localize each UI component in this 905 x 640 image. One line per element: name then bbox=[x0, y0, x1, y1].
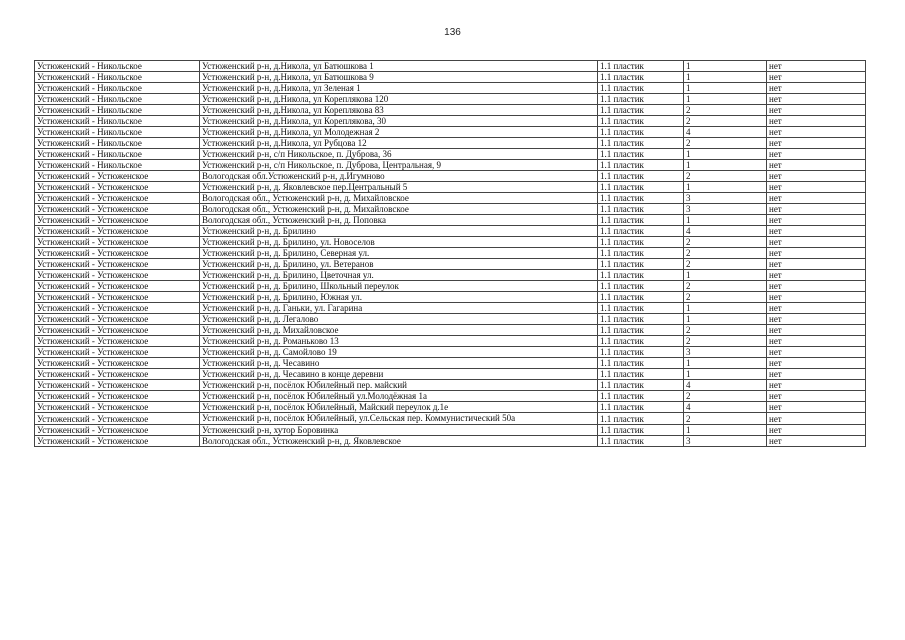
address-cell: Вологодская обл.Устюженский р-н, д.Игумново bbox=[200, 171, 598, 182]
type-cell: 1.1 пластик bbox=[598, 94, 684, 105]
count-cell: 1 bbox=[684, 72, 767, 83]
table-row bbox=[35, 138, 866, 149]
table-row bbox=[35, 94, 866, 105]
count-cell: 1 bbox=[684, 425, 767, 436]
flag-cell: нет bbox=[767, 94, 866, 105]
flag-cell: нет bbox=[767, 358, 866, 369]
type-cell: 1.1 пластик bbox=[598, 171, 684, 182]
count-cell: 4 bbox=[684, 127, 767, 138]
district-cell: Устюженский - Устюженское bbox=[35, 193, 200, 204]
type-cell: 1.1 пластик bbox=[598, 160, 684, 171]
flag-cell: нет bbox=[767, 182, 866, 193]
district-cell: Устюженский - Никольское bbox=[35, 83, 200, 94]
address-cell: Устюженский р-н, д.Никола, ул Кореплякова 83 bbox=[200, 105, 598, 116]
flag-cell: нет bbox=[767, 105, 866, 116]
district-cell: Устюженский - Устюженское bbox=[35, 425, 200, 436]
count-cell: 2 bbox=[684, 116, 767, 127]
type-cell: 1.1 пластик bbox=[598, 149, 684, 160]
type-cell: 1.1 пластик bbox=[598, 380, 684, 391]
district-cell: Устюженский - Устюженское bbox=[35, 314, 200, 325]
flag-cell: нет bbox=[767, 171, 866, 182]
flag-cell: нет bbox=[767, 72, 866, 83]
table-row bbox=[35, 72, 866, 83]
type-cell: 1.1 пластик bbox=[598, 237, 684, 248]
address-cell: Устюженский р-н, с/п Никольское, п. Дуброва, Центральная, 9 bbox=[200, 160, 598, 171]
table-row bbox=[35, 314, 866, 325]
address-cell: Устюженский р-н, д. Брилино, Цветочная ул. bbox=[200, 270, 598, 281]
table-row bbox=[35, 402, 866, 413]
count-cell: 2 bbox=[684, 237, 767, 248]
type-cell: 1.1 пластик bbox=[598, 358, 684, 369]
type-cell: 1.1 пластик bbox=[598, 402, 684, 413]
type-cell: 1.1 пластик bbox=[598, 336, 684, 347]
district-cell: Устюженский - Устюженское bbox=[35, 182, 200, 193]
count-cell: 2 bbox=[684, 171, 767, 182]
flag-cell: нет bbox=[767, 402, 866, 413]
table-row bbox=[35, 425, 866, 436]
district-cell: Устюженский - Устюженское bbox=[35, 270, 200, 281]
flag-cell: нет bbox=[767, 347, 866, 358]
count-cell: 4 bbox=[684, 226, 767, 237]
flag-cell: нет bbox=[767, 248, 866, 259]
district-cell: Устюженский - Устюженское bbox=[35, 215, 200, 226]
district-cell: Устюженский - Никольское bbox=[35, 127, 200, 138]
flag-cell: нет bbox=[767, 138, 866, 149]
type-cell: 1.1 пластик bbox=[598, 182, 684, 193]
flag-cell: нет bbox=[767, 380, 866, 391]
table-row bbox=[35, 116, 866, 127]
type-cell: 1.1 пластик bbox=[598, 215, 684, 226]
table-row bbox=[35, 149, 866, 160]
district-cell: Устюженский - Устюженское bbox=[35, 413, 200, 425]
count-cell: 1 bbox=[684, 314, 767, 325]
count-cell: 2 bbox=[684, 105, 767, 116]
address-cell: Устюженский р-н, с/п Никольское, п. Дуброва, 36 bbox=[200, 149, 598, 160]
address-cell: Устюженский р-н, д. Легалово bbox=[200, 314, 598, 325]
table-row bbox=[35, 369, 866, 380]
type-cell: 1.1 пластик bbox=[598, 292, 684, 303]
type-cell: 1.1 пластик bbox=[598, 259, 684, 270]
count-cell: 3 bbox=[684, 204, 767, 215]
flag-cell: нет bbox=[767, 391, 866, 402]
address-cell: Устюженский р-н, д.Никола, ул Зеленая 1 bbox=[200, 83, 598, 94]
flag-cell: нет bbox=[767, 160, 866, 171]
address-cell: Вологодская обл., Устюженский р-н, д. Яковлевское bbox=[200, 436, 598, 447]
type-cell: 1.1 пластик bbox=[598, 413, 684, 425]
count-cell: 2 bbox=[684, 248, 767, 259]
address-cell: Устюженский р-н, д.Никола, ул Кореплякова 120 bbox=[200, 94, 598, 105]
address-cell: Устюженский р-н, д. Романьково 13 bbox=[200, 336, 598, 347]
type-cell: 1.1 пластик bbox=[598, 204, 684, 215]
type-cell: 1.1 пластик bbox=[598, 61, 684, 72]
address-cell: Устюженский р-н, д. Ганьки, ул. Гагарина bbox=[200, 303, 598, 314]
district-cell: Устюженский - Устюженское bbox=[35, 369, 200, 380]
table-row bbox=[35, 281, 866, 292]
count-cell: 1 bbox=[684, 270, 767, 281]
type-cell: 1.1 пластик bbox=[598, 303, 684, 314]
address-cell: Устюженский р-н, д. Брилино bbox=[200, 226, 598, 237]
table-row bbox=[35, 347, 866, 358]
address-cell: Устюженский р-н, д. Чесавино в конце деревни bbox=[200, 369, 598, 380]
type-cell: 1.1 пластик bbox=[598, 425, 684, 436]
table-row bbox=[35, 226, 866, 237]
table-row bbox=[35, 336, 866, 347]
type-cell: 1.1 пластик bbox=[598, 127, 684, 138]
address-cell: Устюженский р-н, посёлок Юбилейный, Майский переулок д.1е bbox=[200, 402, 598, 413]
flag-cell: нет bbox=[767, 281, 866, 292]
type-cell: 1.1 пластик bbox=[598, 193, 684, 204]
count-cell: 3 bbox=[684, 436, 767, 447]
table-row bbox=[35, 413, 866, 425]
type-cell: 1.1 пластик bbox=[598, 270, 684, 281]
table-row bbox=[35, 193, 866, 204]
district-cell: Устюженский - Устюженское bbox=[35, 391, 200, 402]
district-cell: Устюженский - Никольское bbox=[35, 160, 200, 171]
count-cell: 2 bbox=[684, 336, 767, 347]
address-cell: Устюженский р-н, д. Брилино, Школьный переулок bbox=[200, 281, 598, 292]
address-cell: Устюженский р-н, д. Брилино, Северная ул. bbox=[200, 248, 598, 259]
type-cell: 1.1 пластик bbox=[598, 325, 684, 336]
count-cell: 4 bbox=[684, 402, 767, 413]
flag-cell: нет bbox=[767, 314, 866, 325]
table-row bbox=[35, 436, 866, 447]
type-cell: 1.1 пластик bbox=[598, 391, 684, 402]
table-row bbox=[35, 325, 866, 336]
district-cell: Устюженский - Никольское bbox=[35, 138, 200, 149]
district-cell: Устюженский - Устюженское bbox=[35, 281, 200, 292]
type-cell: 1.1 пластик bbox=[598, 347, 684, 358]
table-row bbox=[35, 292, 866, 303]
district-cell: Устюженский - Устюженское bbox=[35, 292, 200, 303]
district-cell: Устюженский - Никольское bbox=[35, 105, 200, 116]
address-cell: Вологодская обл., Устюженский р-н, д. Михайловское bbox=[200, 193, 598, 204]
count-cell: 1 bbox=[684, 61, 767, 72]
flag-cell: нет bbox=[767, 369, 866, 380]
flag-cell: нет bbox=[767, 215, 866, 226]
table-row bbox=[35, 380, 866, 391]
address-cell: Устюженский р-н, д. Самойлово 19 bbox=[200, 347, 598, 358]
count-cell: 1 bbox=[684, 303, 767, 314]
district-cell: Устюженский - Устюженское bbox=[35, 380, 200, 391]
count-cell: 1 bbox=[684, 369, 767, 380]
count-cell: 2 bbox=[684, 413, 767, 425]
flag-cell: нет bbox=[767, 413, 866, 425]
table-row bbox=[35, 83, 866, 94]
address-cell: Устюженский р-н, д. Брилино, ул. Новоселов bbox=[200, 237, 598, 248]
address-cell: Устюженский р-н, д. Брилино, Южная ул. bbox=[200, 292, 598, 303]
type-cell: 1.1 пластик bbox=[598, 369, 684, 380]
district-cell: Устюженский - Устюженское bbox=[35, 436, 200, 447]
address-cell: Устюженский р-н, д. Михайловское bbox=[200, 325, 598, 336]
flag-cell: нет bbox=[767, 436, 866, 447]
district-cell: Устюженский - Никольское bbox=[35, 149, 200, 160]
address-cell: Устюженский р-н, д.Никола, ул Молодежная 2 bbox=[200, 127, 598, 138]
address-cell: Устюженский р-н, д.Никола, ул Батюшкова 9 bbox=[200, 72, 598, 83]
flag-cell: нет bbox=[767, 127, 866, 138]
flag-cell: нет bbox=[767, 303, 866, 314]
district-cell: Устюженский - Устюженское bbox=[35, 248, 200, 259]
flag-cell: нет bbox=[767, 61, 866, 72]
flag-cell: нет bbox=[767, 336, 866, 347]
count-cell: 1 bbox=[684, 160, 767, 171]
count-cell: 1 bbox=[684, 94, 767, 105]
flag-cell: нет bbox=[767, 270, 866, 281]
type-cell: 1.1 пластик bbox=[598, 138, 684, 149]
flag-cell: нет bbox=[767, 83, 866, 94]
type-cell: 1.1 пластик bbox=[598, 314, 684, 325]
table-row bbox=[35, 160, 866, 171]
district-cell: Устюженский - Устюженское bbox=[35, 347, 200, 358]
table-row bbox=[35, 259, 866, 270]
flag-cell: нет bbox=[767, 204, 866, 215]
address-cell: Устюженский р-н, д. Брилино, ул. Ветеранов bbox=[200, 259, 598, 270]
address-cell: Вологодская обл., Устюженский р-н, д. Поповка bbox=[200, 215, 598, 226]
address-cell: Устюженский р-н, посёлок Юбилейный ул.Молодёжная 1а bbox=[200, 391, 598, 402]
count-cell: 1 bbox=[684, 149, 767, 160]
count-cell: 3 bbox=[684, 193, 767, 204]
flag-cell: нет bbox=[767, 237, 866, 248]
address-cell: Устюженский р-н, посёлок Юбилейный, ул.Сельская пер. Коммунистический 50а bbox=[200, 413, 598, 425]
table-body bbox=[35, 61, 866, 447]
count-cell: 2 bbox=[684, 281, 767, 292]
table-row bbox=[35, 237, 866, 248]
district-cell: Устюженский - Никольское bbox=[35, 116, 200, 127]
count-cell: 2 bbox=[684, 292, 767, 303]
type-cell: 1.1 пластик bbox=[598, 281, 684, 292]
flag-cell: нет bbox=[767, 292, 866, 303]
type-cell: 1.1 пластик bbox=[598, 83, 684, 94]
district-cell: Устюженский - Устюженское bbox=[35, 402, 200, 413]
table-row bbox=[35, 391, 866, 402]
address-cell: Устюженский р-н, д.Никола, ул Батюшкова 1 bbox=[200, 61, 598, 72]
type-cell: 1.1 пластик bbox=[598, 226, 684, 237]
address-cell: Устюженский р-н, д.Никола, ул Кореплякова, 30 bbox=[200, 116, 598, 127]
flag-cell: нет bbox=[767, 149, 866, 160]
count-cell: 4 bbox=[684, 380, 767, 391]
count-cell: 1 bbox=[684, 358, 767, 369]
flag-cell: нет bbox=[767, 116, 866, 127]
count-cell: 1 bbox=[684, 83, 767, 94]
page-number: 136 bbox=[444, 27, 461, 38]
district-cell: Устюженский - Устюженское bbox=[35, 358, 200, 369]
address-cell: Вологодская обл., Устюженский р-н, д. Михайловское bbox=[200, 204, 598, 215]
count-cell: 2 bbox=[684, 138, 767, 149]
table-row bbox=[35, 248, 866, 259]
table-row bbox=[35, 105, 866, 116]
type-cell: 1.1 пластик bbox=[598, 72, 684, 83]
table-row bbox=[35, 215, 866, 226]
table-row bbox=[35, 303, 866, 314]
type-cell: 1.1 пластик bbox=[598, 105, 684, 116]
district-cell: Устюженский - Устюженское bbox=[35, 303, 200, 314]
flag-cell: нет bbox=[767, 425, 866, 436]
count-cell: 3 bbox=[684, 347, 767, 358]
district-cell: Устюженский - Никольское bbox=[35, 94, 200, 105]
table-row bbox=[35, 171, 866, 182]
district-cell: Устюженский - Устюженское bbox=[35, 226, 200, 237]
flag-cell: нет bbox=[767, 325, 866, 336]
district-cell: Устюженский - Устюженское bbox=[35, 171, 200, 182]
table-row bbox=[35, 61, 866, 72]
table-row bbox=[35, 127, 866, 138]
data-table bbox=[34, 60, 866, 447]
address-cell: Устюженский р-н, д. Яковлевское пер.Центральный 5 bbox=[200, 182, 598, 193]
district-cell: Устюженский - Устюженское bbox=[35, 204, 200, 215]
address-cell: Устюженский р-н, д. Чесавино bbox=[200, 358, 598, 369]
district-cell: Устюженский - Устюженское bbox=[35, 237, 200, 248]
address-cell: Устюженский р-н, д.Никола, ул Рубцова 12 bbox=[200, 138, 598, 149]
flag-cell: нет bbox=[767, 193, 866, 204]
count-cell: 2 bbox=[684, 391, 767, 402]
type-cell: 1.1 пластик bbox=[598, 116, 684, 127]
district-cell: Устюженский - Никольское bbox=[35, 61, 200, 72]
type-cell: 1.1 пластик bbox=[598, 248, 684, 259]
count-cell: 1 bbox=[684, 182, 767, 193]
district-cell: Устюженский - Устюженское bbox=[35, 336, 200, 347]
count-cell: 2 bbox=[684, 259, 767, 270]
address-cell: Устюженский р-н, посёлок Юбилейный пер. майский bbox=[200, 380, 598, 391]
district-cell: Устюженский - Устюженское bbox=[35, 325, 200, 336]
type-cell: 1.1 пластик bbox=[598, 436, 684, 447]
district-cell: Устюженский - Устюженское bbox=[35, 259, 200, 270]
address-cell: Устюженский р-н, хутор Боровинка bbox=[200, 425, 598, 436]
district-cell: Устюженский - Никольское bbox=[35, 72, 200, 83]
table-row bbox=[35, 182, 866, 193]
flag-cell: нет bbox=[767, 259, 866, 270]
count-cell: 1 bbox=[684, 215, 767, 226]
table-row bbox=[35, 204, 866, 215]
table-row bbox=[35, 358, 866, 369]
count-cell: 2 bbox=[684, 325, 767, 336]
flag-cell: нет bbox=[767, 226, 866, 237]
table-row bbox=[35, 270, 866, 281]
